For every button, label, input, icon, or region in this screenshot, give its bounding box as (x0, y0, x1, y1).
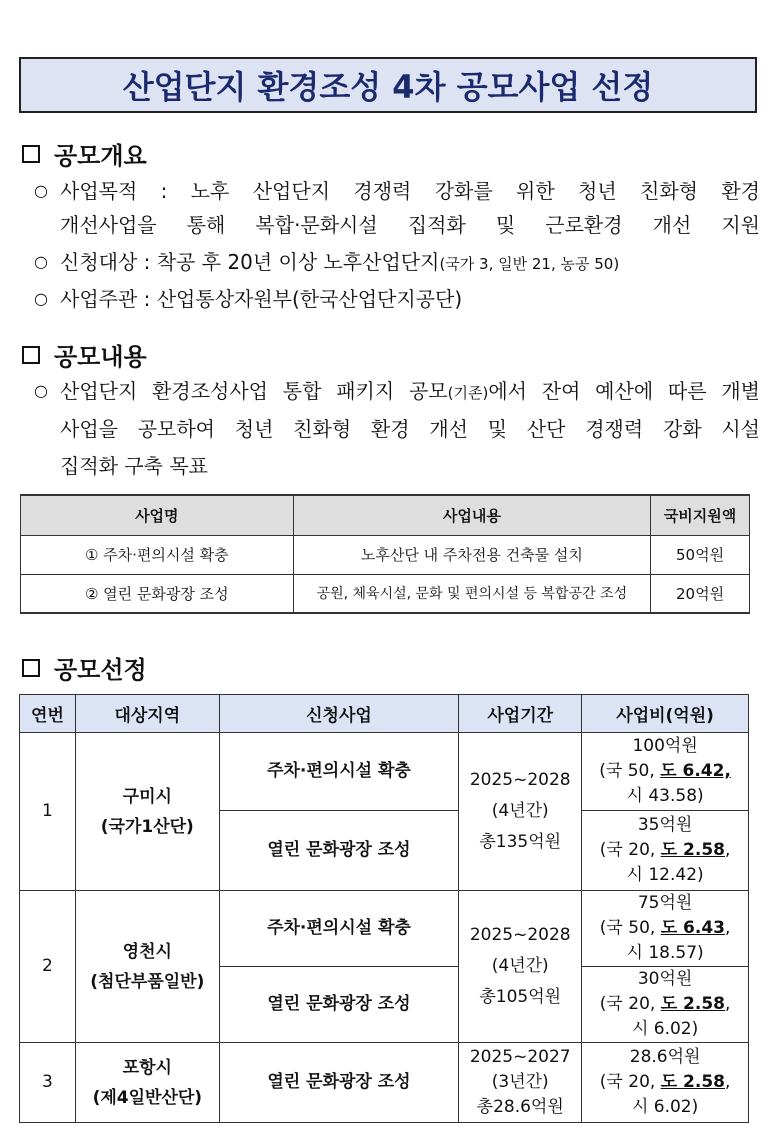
circle-bullet-icon: ○ (34, 252, 48, 271)
table-row (20, 733, 749, 811)
header-no: 연번 (20, 695, 76, 733)
page-title: 산업단지 환경조성 4차 공모사업 선정 (122, 68, 654, 106)
period-cell: 2025~2027 (3년간) 총28.6억원 (459, 1043, 582, 1123)
row-number: 2 (20, 891, 76, 1043)
circle-bullet-icon: ○ (34, 289, 48, 308)
bullet-target: ○ 신청대상 : 착공 후 20년 이상 노후산업단지(국가 3, 일반 21, 농공 50) (34, 245, 760, 281)
selection-table (19, 694, 749, 1123)
project-name: 열린 문화광장 조성 (219, 1043, 459, 1123)
table-row: ① 주차·편의시설 확충 노후산단 내 주차전용 건축물 설치 50억원 (21, 535, 750, 574)
title-banner (19, 57, 757, 113)
cost-cell: 28.6억원 (국 20, 도 2.58, 시 6.02) (582, 1043, 749, 1123)
project-name: 주차·편의시설 확충 (219, 891, 459, 967)
cost-cell: 35억원 (국 20, 도 2.58, 시 12.42) (582, 811, 749, 891)
square-icon (22, 145, 40, 163)
region-cell: 구미시 (국가1산단) (75, 733, 219, 891)
header-project: 신청사업 (219, 695, 459, 733)
bullet-content: ○ 산업단지 환경조성사업 통합 패키지 공모(기존)에서 잔여 예산에 따른 개별 (34, 374, 760, 410)
period-cell: 2025~2028 (4년간) 총105억원 (459, 891, 582, 1043)
square-icon (22, 346, 40, 364)
square-icon (22, 659, 40, 677)
bullet-content-cont1: 사업을 공모하여 청년 친화형 환경 개선 및 산단 경쟁력 강화 시설 (60, 417, 760, 441)
section-heading-selection: 공모선정 (22, 650, 147, 685)
header-period: 사업기간 (459, 695, 582, 733)
header-region: 대상지역 (75, 695, 219, 733)
table-header-row (20, 695, 749, 733)
project-type-table (20, 494, 750, 614)
project-name: 주차·편의시설 확충 (219, 733, 459, 811)
bullet-purpose-cont: 개선사업을 통해 복합·문화시설 집적화 및 근로환경 개선 지원 (60, 213, 760, 237)
section-heading-content: 공모내용 (22, 337, 147, 372)
cost-cell: 75억원 (국 50, 도 6.43, 시 18.57) (582, 891, 749, 967)
project-name: 열린 문화광장 조성 (219, 811, 459, 891)
table-row (20, 891, 749, 967)
cost-cell: 30억원 (국 20, 도 2.58, 시 6.02) (582, 967, 749, 1043)
period-cell: 2025~2028 (4년간) 총135억원 (459, 733, 582, 891)
table-row: ② 열린 문화광장 조성 공원, 체육시설, 문화 및 편의시설 등 복합공간 조성 20억원 (21, 574, 750, 613)
project-name: 열린 문화광장 조성 (219, 967, 459, 1043)
bullet-host: ○ 사업주관 : 산업통상자원부(한국산업단지공단) (34, 282, 760, 316)
header-cost: 사업비(억원) (582, 695, 749, 733)
header-national-support: 국비지원액 (651, 495, 750, 535)
circle-bullet-icon: ○ (34, 181, 48, 200)
bullet-content-cont2: 집적화 구축 목표 (60, 454, 208, 478)
cost-cell: 100억원 (국 50, 도 6.42, 시 43.58) (582, 733, 749, 811)
table-row (20, 1043, 749, 1123)
row-number: 3 (20, 1043, 76, 1123)
region-cell: 영천시 (첨단부품일반) (75, 891, 219, 1043)
region-cell: 포항시 (제4일반산단) (75, 1043, 219, 1123)
row-number: 1 (20, 733, 76, 891)
table-header-row (21, 495, 750, 535)
circle-bullet-icon: ○ (34, 381, 48, 400)
bullet-purpose: ○ 사업목적 : 노후 산업단지 경쟁력 강화를 위한 청년 친화형 환경 (34, 174, 760, 208)
header-project-content: 사업내용 (293, 495, 650, 535)
header-project-name: 사업명 (21, 495, 294, 535)
section-heading-overview: 공모개요 (22, 136, 147, 171)
